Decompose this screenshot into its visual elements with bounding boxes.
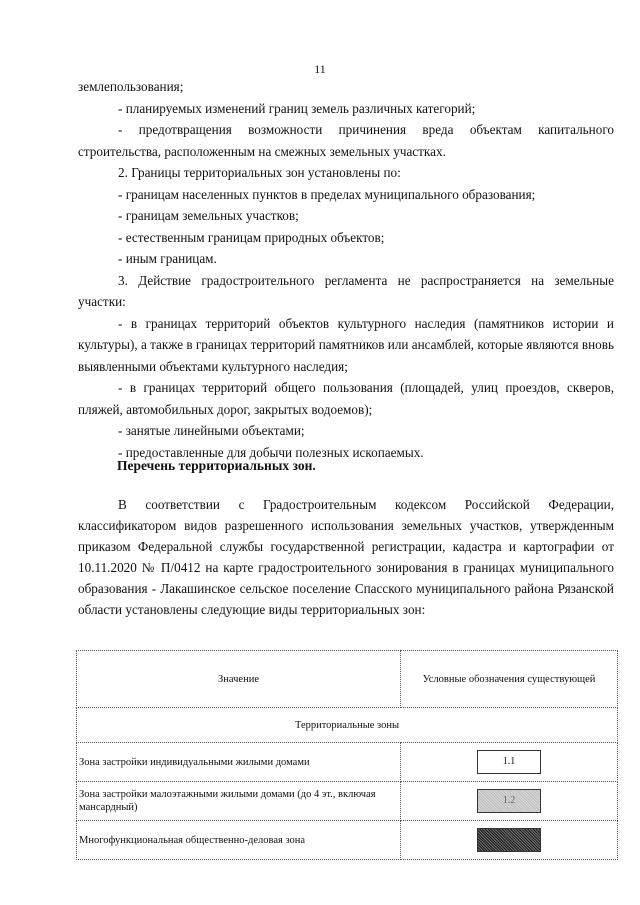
text-line: 3. Действие градостроительного регламента не распространяется на земельные участки: (78, 272, 614, 309)
text-line: - границам земельных участков; (118, 208, 299, 223)
text-line: - иным границам. (118, 251, 217, 266)
table-section-row (77, 708, 618, 743)
legend-swatch: 2.1 (477, 828, 541, 852)
zone-name: Многофункциональная общественно-деловая зона (77, 821, 401, 860)
zone-name: Зона застройки малоэтажными жилыми домами (до 4 эт., включая мансардный) (77, 782, 401, 821)
paragraph-text: В соответствии с Градостроительным кодексом Российской Федерации, классификатором видов разрешенного использования земельных участков, утвержденным приказом Федеральной службы государственной регистрации, кадастра и картографии от 10.11.2020 № П/0412 на карте градостроительного зонирования в границах муниципального образования - Лакашинское сельское поселение Спасского муниципального района Рязанской области установлены следующие виды территориальных зон: (78, 497, 614, 617)
table-row (77, 743, 618, 782)
section-heading: Перечень территориальных зон. (117, 458, 316, 473)
table-header-row (77, 651, 618, 708)
section-title: Территориальные зоны (77, 708, 618, 743)
text-line: - естественным границам природных объектов; (118, 229, 385, 245)
text-line: - планируемых изменений границ земель различных категорий; (118, 100, 476, 116)
legend-swatch: 1.1 (477, 750, 541, 774)
text-line: землепользования; (78, 79, 184, 94)
text-line: - границам населенных пунктов в пределах муниципального образования; (118, 186, 536, 202)
intro-paragraph (78, 494, 614, 620)
text-line: - предотвращения возможности причинения вреда объектам капитального строительства, расположенным на смежных земельных участках. (78, 122, 614, 159)
legend-swatch: 1.2 (477, 789, 541, 813)
legend-cell (401, 782, 618, 821)
text-line: 2. Границы территориальных зон установлены по: (118, 165, 401, 180)
zone-name: Зона застройки индивидуальными жилыми домами (77, 743, 401, 782)
body-text-upper (78, 76, 614, 463)
header-value: Значение (77, 651, 401, 708)
table-row (77, 782, 618, 821)
text-line: - предоставленные для добычи полезных ископаемых. (118, 444, 424, 460)
text-line: - занятые линейными объектами; (118, 423, 305, 438)
zones-table (76, 650, 618, 860)
text-line: - в границах территорий общего пользования (площадей, улиц проездов, скверов, пляжей, автомобильных дорог, закрытых водоемов); (78, 380, 614, 417)
text-line: - в границах территорий объектов культурного наследия (памятников истории и культуры), а также в границах территорий памятников или ансамблей, которые являются вновь выявленными объектами культурного наследия; (78, 315, 614, 374)
table-row (77, 821, 618, 860)
legend-cell (401, 743, 618, 782)
header-legend: Условные обозначения существующей (401, 651, 618, 708)
legend-cell (401, 821, 618, 860)
page-number: 11 (314, 62, 326, 76)
